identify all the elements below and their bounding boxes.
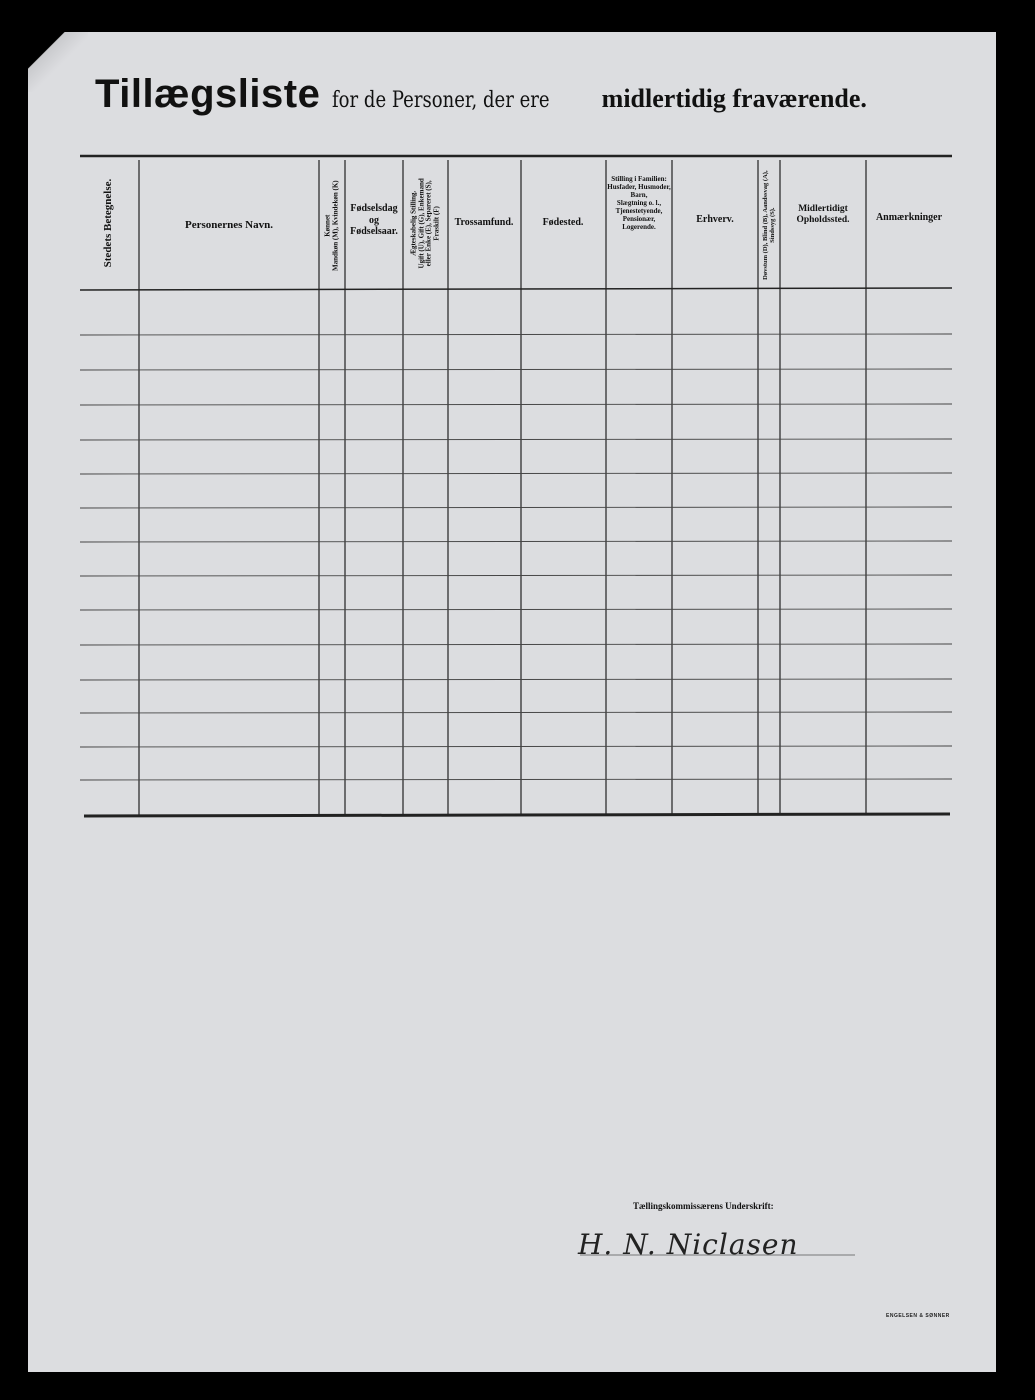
printer-mark: ENGELSEN & SØNNER xyxy=(886,1313,950,1319)
header-personernes-navn: Personernes Navn. xyxy=(185,219,273,231)
header-trossamfund: Trossamfund. xyxy=(454,217,514,228)
title-middle: for de Personer, der ere xyxy=(332,88,550,113)
header-erhverv: Erhverv. xyxy=(696,214,734,225)
header-stedets-betegnelse: Stedets Betegnelse. xyxy=(101,178,114,268)
title-bold: midlertidig fraværende. xyxy=(601,84,867,113)
title-main: Tillægsliste xyxy=(95,72,321,116)
header-dovstum: Døvstum (D), Blind (B), Aandssvag (A), Sindssyg (S). xyxy=(761,170,776,280)
header-aegteskab: Ægteskabelig Stilling. Ugift (U), Gift (G), Enkemand eller Enke (E), Separeret (S), Fraskilt (F) xyxy=(409,178,441,269)
header-fodested: Fødested. xyxy=(542,217,584,228)
header-fodselsdag: Fødselsdag og Fødselsaar. xyxy=(350,203,398,237)
header-midlertidigt: Midlertidigt Opholdssted. xyxy=(796,204,850,225)
signature: H. N. Niclasen xyxy=(578,1228,799,1261)
header-kjonnet: Kønnet Mandkøn (M), Kvindekøn (K) xyxy=(323,180,339,271)
header-stilling: Stilling i Familien: Husfader, Husmoder, Barn, Slægtning o. l., Tjenestetyende, Pensionær, Logerende. xyxy=(607,175,671,232)
signature-label: Tællingskommissærens Underskrift: xyxy=(633,1201,774,1211)
header-anmaerkninger: Anmærkninger xyxy=(875,212,943,223)
